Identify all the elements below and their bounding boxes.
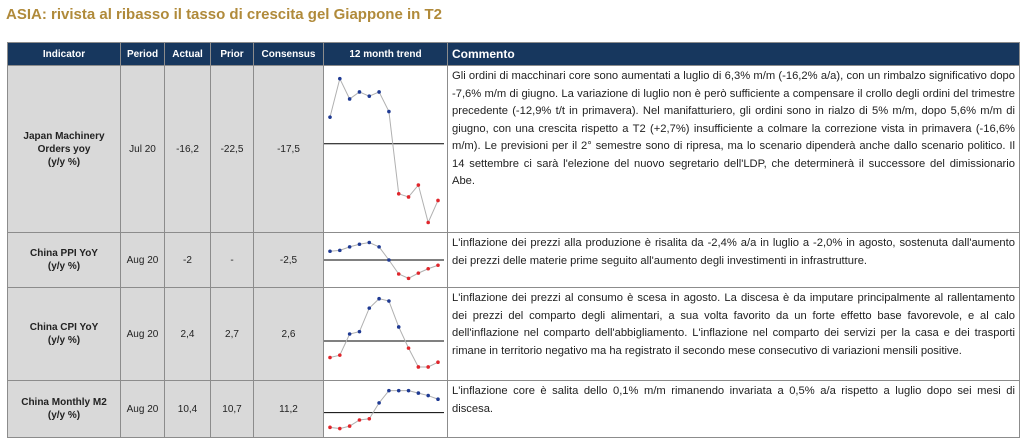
table-row (8, 66, 1020, 233)
trend-point (436, 199, 440, 203)
actual-cell: -2 (165, 233, 211, 288)
trend-point (367, 306, 371, 310)
trend-point (328, 426, 332, 430)
trend-point (397, 325, 401, 329)
indicator-unit: (y/y %) (47, 410, 81, 421)
indicator-cell (8, 233, 121, 288)
period-cell: Jul 20 (121, 66, 165, 233)
sparkline-chart (324, 381, 448, 437)
consensus-cell: -17,5 (254, 66, 324, 233)
trend-point (407, 346, 411, 350)
trend-point (407, 195, 411, 199)
trend-point (436, 360, 440, 364)
indicator-name: China Monthly M2 (21, 397, 107, 408)
indicator-cell (8, 288, 121, 381)
table-header-row (8, 43, 1020, 66)
comment-cell: L'inflazione dei prezzi alla produzione è risalita da -2,4% a/a in luglio a -2,0% in agosto, sostenuta dall'aumento dei prezzi delle materie prime seguito all'aumento degli investimenti in infrastrutture. (448, 233, 1020, 288)
trend-point (417, 183, 421, 187)
trend-point (358, 330, 362, 334)
trend-point (417, 271, 421, 275)
sparkline-chart (324, 288, 448, 380)
trend-point (367, 417, 371, 421)
period-cell: Aug 20 (121, 233, 165, 288)
header-comment: Commento (448, 43, 1020, 66)
table-row (8, 288, 1020, 381)
indicator-cell (8, 381, 121, 438)
header-trend: 12 month trend (324, 43, 448, 66)
sparkline-chart (324, 233, 448, 287)
header-consensus: Consensus (254, 43, 324, 66)
trend-point (348, 332, 352, 336)
trend-point (328, 249, 332, 253)
actual-cell: -16,2 (165, 66, 211, 233)
comment-cell: L'inflazione core è salita dello 0,1% m/m rimanendo invariata a 0,5% a/a rispetto a luglio dopo sei mesi di discesa. (448, 381, 1020, 438)
trend-point (387, 299, 391, 303)
indicator-cell (8, 66, 121, 233)
consensus-cell: 11,2 (254, 381, 324, 438)
header-prior: Prior (211, 43, 254, 66)
trend-point (397, 389, 401, 393)
prior-cell: 2,7 (211, 288, 254, 381)
table-row (8, 233, 1020, 288)
header-indicator: Indicator (8, 43, 121, 66)
trend-point (348, 97, 352, 101)
trend-point (417, 365, 421, 369)
trend-cell (324, 233, 448, 288)
trend-point (426, 221, 430, 225)
header-actual: Actual (165, 43, 211, 66)
indicator-name: China PPI YoY (30, 248, 98, 259)
trend-point (377, 297, 381, 301)
indicator-table (7, 42, 1020, 438)
trend-point (338, 427, 342, 431)
trend-point (387, 389, 391, 393)
comment-cell: L'inflazione dei prezzi al consumo è scesa in agosto. La discesa è da imputare principalmente al rallentamento dei prezzi del comparto degli alimentari, a sua volta favorito da un forte effetto base favorevole, e al calo dell'inflazione nel comparto dell'abbigliamento. L'inflazione nel comparto dei servizi per la casa e dei trasporti rimane in territorio negativo ma ha registrato il secondo mese consecutivo di variazioni mensili positive. (448, 288, 1020, 381)
trend-point (348, 245, 352, 249)
trend-point (426, 365, 430, 369)
trend-point (407, 277, 411, 281)
trend-cell (324, 66, 448, 233)
trend-point (338, 353, 342, 357)
trend-line (330, 299, 438, 367)
sparkline-chart (324, 66, 448, 232)
trend-point (417, 391, 421, 395)
period-cell: Aug 20 (121, 381, 165, 438)
trend-point (377, 245, 381, 249)
trend-point (387, 110, 391, 114)
period-cell: Aug 20 (121, 288, 165, 381)
trend-point (328, 356, 332, 360)
trend-cell (324, 381, 448, 438)
trend-point (387, 258, 391, 262)
trend-cell (324, 288, 448, 381)
indicator-name: Japan Machinery Orders yoy (23, 130, 105, 155)
prior-cell: 10,7 (211, 381, 254, 438)
indicator-unit: (y/y %) (47, 156, 81, 168)
indicator-name: China CPI YoY (29, 322, 99, 333)
trend-point (367, 94, 371, 98)
consensus-cell: -2,5 (254, 233, 324, 288)
prior-cell: -22,5 (211, 66, 254, 233)
trend-point (426, 267, 430, 271)
trend-point (397, 192, 401, 196)
indicator-unit: (y/y %) (47, 335, 81, 346)
trend-line (330, 79, 438, 223)
trend-point (338, 77, 342, 81)
trend-point (367, 241, 371, 245)
actual-cell: 2,4 (165, 288, 211, 381)
trend-point (377, 90, 381, 94)
consensus-cell: 2,6 (254, 288, 324, 381)
trend-point (436, 397, 440, 401)
indicator-unit: (y/y %) (47, 261, 81, 272)
header-period: Period (121, 43, 165, 66)
trend-point (426, 394, 430, 398)
trend-point (377, 401, 381, 405)
trend-point (348, 424, 352, 428)
trend-point (358, 242, 362, 246)
trend-point (407, 389, 411, 393)
trend-point (358, 418, 362, 422)
page-title: ASIA: rivista al ribasso il tasso di crescita gel Giappone in T2 (6, 6, 442, 23)
table-row (8, 381, 1020, 438)
prior-cell: - (211, 233, 254, 288)
trend-line (330, 391, 438, 429)
trend-point (397, 272, 401, 276)
trend-point (338, 249, 342, 253)
comment-cell: Gli ordini di macchinari core sono aumentati a luglio di 6,3% m/m (-16,2% a/a), con un rimbalzo significativo dopo -7,6% m/m di giugno. La variazione di luglio non è però sufficiente a compensare il crollo degli ordini del trimestre precedente (-12,9% t/t in primavera). Nel manifatturiero, gli ordini sono in rialzo di 5% m/m, dopo 5,6% m/m di giugno, con una crescita rispetto a T2 (+2,7%) insufficiente a colmare la correzione vista in primavera (-16,6% m/m). Le previsioni per il 2° semestre sono di ripresa, ma lo scenario dipenderà anche dallo scenario politico. Il 14 settembre ci sarà l'elezione del nuovo segretario dell'LDP, che determinerà il successore del dimissionario Abe. (448, 66, 1020, 233)
trend-point (328, 115, 332, 119)
actual-cell: 10,4 (165, 381, 211, 438)
trend-point (436, 263, 440, 267)
trend-point (358, 90, 362, 94)
